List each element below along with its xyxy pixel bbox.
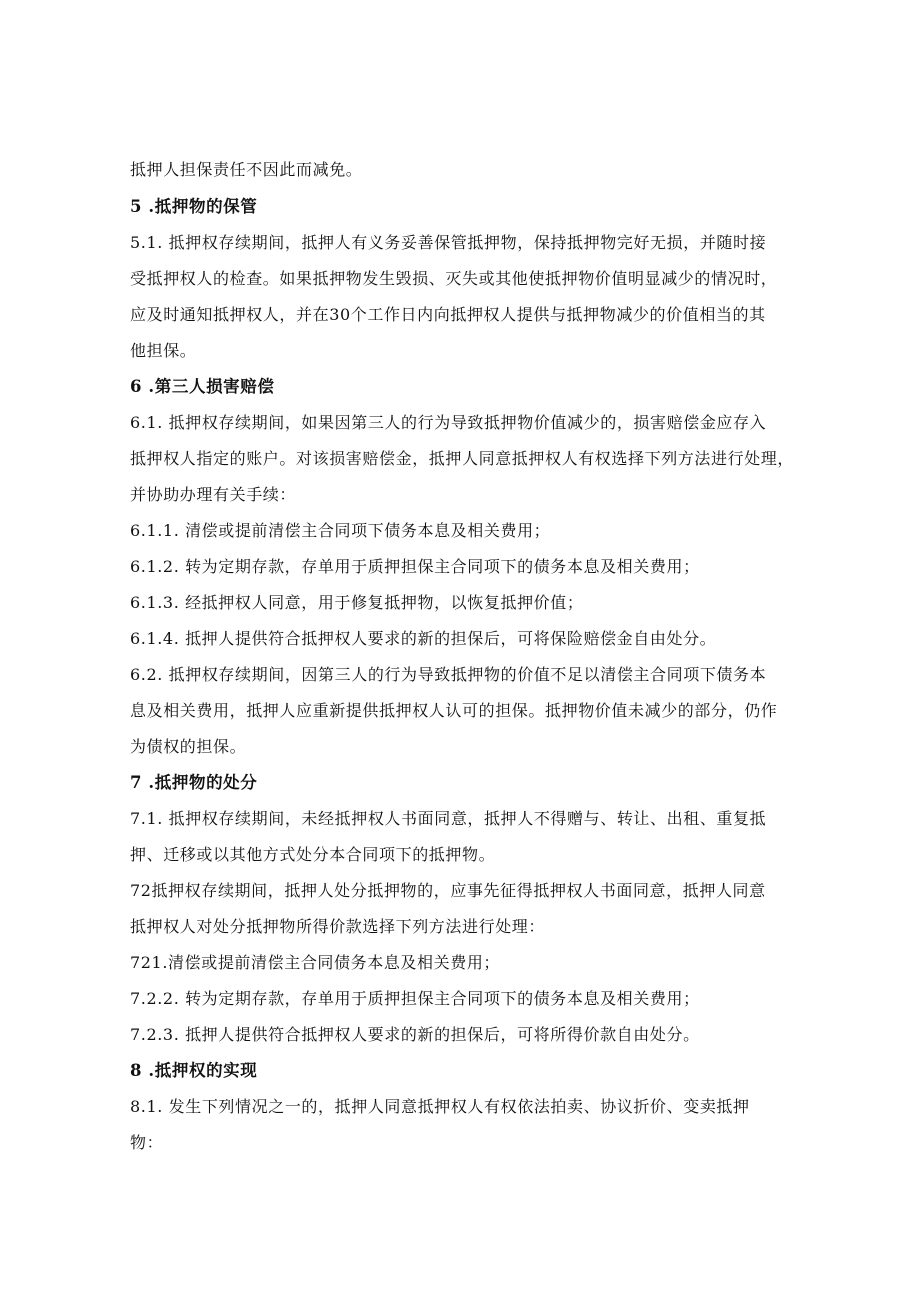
clause-5-1-line: 他担保。 — [130, 341, 197, 360]
clause-7-1-line: 押、迁移或以其他方式处分本合同项下的抵押物。 — [130, 845, 496, 864]
clause-6-1-4: 6.1.4. 抵押人提供符合抵押权人要求的新的担保后，可将保险赔偿金自由处分。 — [130, 629, 717, 648]
clause-8-1-line: 8.1. 发生下列情况之一的，抵押人同意抵押权人有权依法拍卖、协议折价、变卖抵押 — [130, 1097, 750, 1116]
clause-7-1-line: 7.1. 抵押权存续期间，未经抵押权人书面同意，抵押人不得赠与、转让、出租、重复抵 — [130, 809, 767, 828]
section-heading-8: 8 .抵押权的实现 — [130, 1061, 258, 1080]
clause-6-1-2: 6.1.2. 转为定期存款，存单用于质押担保主合同项下的债务本息及相关费用； — [130, 557, 700, 576]
clause-6-2-line: 6.2. 抵押权存续期间，因第三人的行为导致抵押物的价值不足以清偿主合同项下债务本 — [130, 665, 767, 684]
section-heading-7: 7 .抵押物的处分 — [130, 773, 258, 792]
clause-7-2-line: 抵押权人对处分抵押物所得价款选择下列方法进行处理： — [130, 917, 546, 936]
clause-5-1-line: 受抵押权人的检查。如果抵押物发生毁损、灭失或其他使抵押物价值明显减少的情况时， — [130, 269, 778, 288]
clause-5-1-line: 应及时通知抵押权人，并在30个工作日内向抵押权人提供与抵押物减少的价值相当的其 — [130, 305, 766, 324]
clause-7-2-2: 7.2.2. 转为定期存款，存单用于质押担保主合同项下的债务本息及相关费用； — [130, 989, 700, 1008]
clause-8-1-line: 物： — [130, 1133, 164, 1152]
clause-6-2-line: 息及相关费用，抵押人应重新提供抵押权人认可的担保。抵押物价值未减少的部分，仍作 — [130, 701, 778, 720]
clause-7-2-line: 72抵押权存续期间，抵押人处分抵押物的，应事先征得抵押权人书面同意，抵押人同意 — [130, 881, 766, 900]
clause-5-1-line: 5.1. 抵押权存续期间，抵押人有义务妥善保管抵押物，保持抵押物完好无损，并随时接 — [130, 233, 767, 252]
paragraph-line: 抵押人担保责任不因此而减免。 — [130, 160, 363, 179]
clause-6-1-1: 6.1.1. 清偿或提前清偿主合同项下债务本息及相关费用； — [130, 521, 551, 540]
section-heading-5: 5 .抵押物的保管 — [130, 197, 258, 216]
clause-6-1-line: 并协助办理有关手续： — [130, 485, 297, 504]
clause-7-2-1: 721.清偿或提前清偿主合同债务本息及相关费用； — [130, 953, 501, 972]
clause-6-1-line: 抵押权人指定的账户。对该损害赔偿金，抵押人同意抵押权人有权选择下列方法进行处理， — [130, 449, 795, 468]
clause-6-2-line: 为债权的担保。 — [130, 737, 247, 756]
section-heading-6: 6 .第三人损害赔偿 — [130, 377, 275, 396]
clause-6-1-3: 6.1.3. 经抵押权人同意，用于修复抵押物，以恢复抵押价值； — [130, 593, 584, 612]
clause-6-1-line: 6.1. 抵押权存续期间，如果因第三人的行为导致抵押物价值减少的，损害赔偿金应存入 — [130, 413, 767, 432]
clause-7-2-3: 7.2.3. 抵押人提供符合抵押权人要求的新的担保后，可将所得价款自由处分。 — [130, 1025, 700, 1044]
